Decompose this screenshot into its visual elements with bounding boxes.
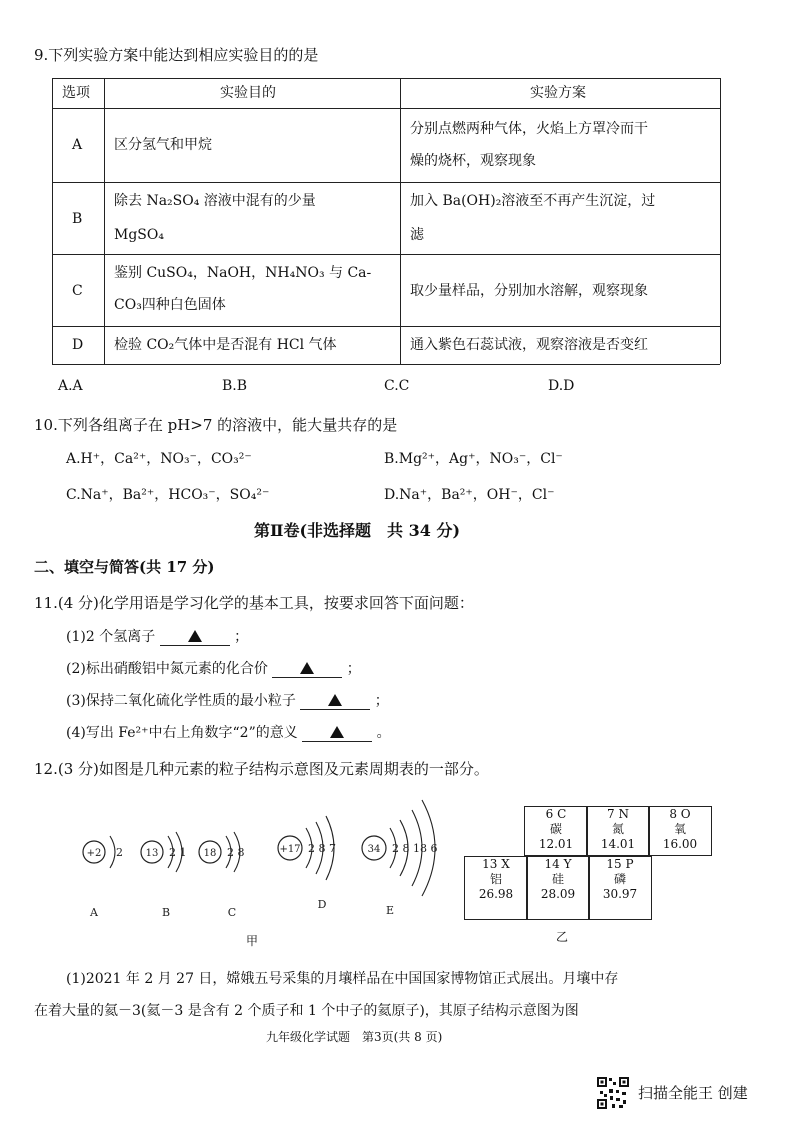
ptable-cell-p: 15 P 磷 30.97 (588, 856, 652, 920)
row-b-purpose-line2: MgSO₄ (114, 227, 164, 243)
atom-b (141, 832, 187, 919)
row-a-option: A (72, 137, 83, 153)
ptable-cell-c: 6 C 碳 12.01 (524, 806, 588, 856)
part2-title: 第Ⅱ卷(非选择题 共 34 分) (254, 521, 461, 540)
qr-code-icon (596, 1076, 630, 1110)
atom-c (199, 832, 245, 919)
q10-option-b: B.Mg²⁺，Ag⁺，NO₃⁻，Cl⁻ (384, 451, 563, 467)
svg-text:2: 2 (116, 846, 123, 859)
row-b-plan-line2: 滤 (410, 227, 424, 243)
row-d-option: D (72, 337, 84, 353)
triangle-marker-icon (330, 726, 344, 738)
q12-title: 12.(3 分)如图是几种元素的粒子结构示意图及元素周期表的一部分。 (34, 760, 489, 778)
q11-item-4: (4)写出 Fe²⁺中右上角数字“2”的意义 。 (66, 725, 391, 741)
svg-text:2 1: 2 1 (169, 846, 187, 859)
row-a-purpose: 区分氢气和甲烷 (114, 137, 212, 153)
q11-item-2: (2)标出硝酸铝中氮元素的化合价 ； (66, 661, 361, 677)
row-c-plan: 取少量样品，分别加水溶解，观察现象 (410, 283, 648, 299)
svg-text:A: A (90, 906, 98, 919)
q9-choice-c: C.C (384, 378, 410, 394)
svg-text:34: 34 (367, 844, 381, 855)
q10-option-c: C.Na⁺，Ba²⁺，HCO₃⁻，SO₄²⁻ (66, 487, 270, 503)
q12-para-line1: (1)2021 年 2 月 27 日，嫦娥五号采集的月壤样品在中国国家博物馆正式展出。月壤中存 (66, 971, 619, 987)
ptable-cell-x: 13 X 铝 26.98 (464, 856, 528, 920)
triangle-marker-icon (188, 630, 202, 642)
row-d-purpose: 检验 CO₂气体中是否混有 HCl 气体 (114, 337, 337, 353)
answer-blank[interactable] (300, 693, 370, 710)
triangle-marker-icon (300, 662, 314, 674)
row-d-plan: 通入紫色石蕊试液，观察溶液是否变红 (410, 337, 648, 353)
svg-text:13: 13 (145, 848, 159, 859)
svg-text:C: C (227, 906, 237, 919)
q10-option-a: A.H⁺，Ca²⁺，NO₃⁻，CO₃²⁻ (66, 451, 252, 467)
table-header-option: 选项 (62, 85, 90, 101)
q10-title: 10.下列各组离子在 pH>7 的溶液中，能大量共存的是 (34, 416, 398, 434)
atom-structure-diagrams (60, 790, 460, 950)
q9-choice-a: A.A (58, 378, 83, 394)
ptable-cell-y: 14 Y 硅 28.09 (526, 856, 590, 920)
ptable-cell-o: 8 O 氧 16.00 (648, 806, 712, 856)
svg-text:E: E (385, 904, 395, 917)
answer-blank[interactable] (272, 661, 342, 678)
row-b-plan-line1: 加入 Ba(OH)₂溶液至不再产生沉淀，过 (410, 193, 656, 209)
svg-text:2 8 18 6: 2 8 18 6 (392, 842, 438, 855)
atom-e (362, 800, 437, 917)
answer-blank[interactable] (302, 725, 372, 742)
atom-a (83, 836, 123, 919)
q9-title: 9.下列实验方案中能达到相应实验目的的是 (34, 46, 319, 64)
fig1-caption: 甲 (246, 934, 259, 948)
svg-text:D: D (317, 898, 327, 911)
q11-item-1: (1)2 个氢离子 ； (66, 629, 249, 645)
row-a-plan-line2: 燥的烧杯，观察现象 (410, 153, 536, 169)
svg-text:18: 18 (203, 848, 217, 859)
watermark-text: 扫描全能王 创建 (638, 1084, 748, 1102)
q11-item-3: (3)保持二氧化硫化学性质的最小粒子 ； (66, 693, 389, 709)
svg-text:+17: +17 (279, 844, 301, 855)
fig2-caption: 乙 (556, 930, 569, 944)
svg-text:+2: +2 (86, 848, 102, 859)
q9-choice-b: B.B (222, 378, 248, 394)
svg-text:2 8: 2 8 (227, 846, 245, 859)
q10-option-d: D.Na⁺，Ba²⁺，OH⁻，Cl⁻ (384, 487, 555, 503)
page-footer: 九年级化学试题 第3页(共 8 页) (266, 1030, 443, 1044)
svg-text:B: B (161, 906, 171, 919)
triangle-marker-icon (328, 694, 342, 706)
section2-title: 二、填空与简答(共 17 分) (34, 558, 215, 576)
row-b-option: B (72, 211, 83, 227)
row-b-purpose-line1: 除去 Na₂SO₄ 溶液中混有的少量 (114, 193, 316, 209)
ptable-cell-n: 7 N 氮 14.01 (586, 806, 650, 856)
row-c-option: C (72, 283, 83, 299)
row-c-purpose-line1: 鉴别 CuSO₄，NaOH，NH₄NO₃ 与 Ca- (114, 265, 372, 281)
row-a-plan-line1: 分别点燃两种气体，火焰上方罩冷而干 (410, 121, 648, 137)
row-c-purpose-line2: CO₃四种白色固体 (114, 297, 226, 313)
table-header-plan: 实验方案 (530, 85, 586, 101)
q11-title: 11.(4 分)化学用语是学习化学的基本工具，按要求回答下面问题： (34, 594, 474, 612)
q9-table (52, 78, 720, 364)
q9-choice-d: D.D (548, 378, 575, 394)
svg-text:2 8 7: 2 8 7 (308, 842, 336, 855)
table-header-purpose: 实验目的 (220, 85, 276, 101)
q12-para-line2: 在着大量的氦－3(氦－3 是含有 2 个质子和 1 个中子的氦原子)，其原子结构示意图为图 (34, 1003, 579, 1019)
answer-blank[interactable] (160, 629, 230, 646)
atom-d (278, 816, 336, 911)
